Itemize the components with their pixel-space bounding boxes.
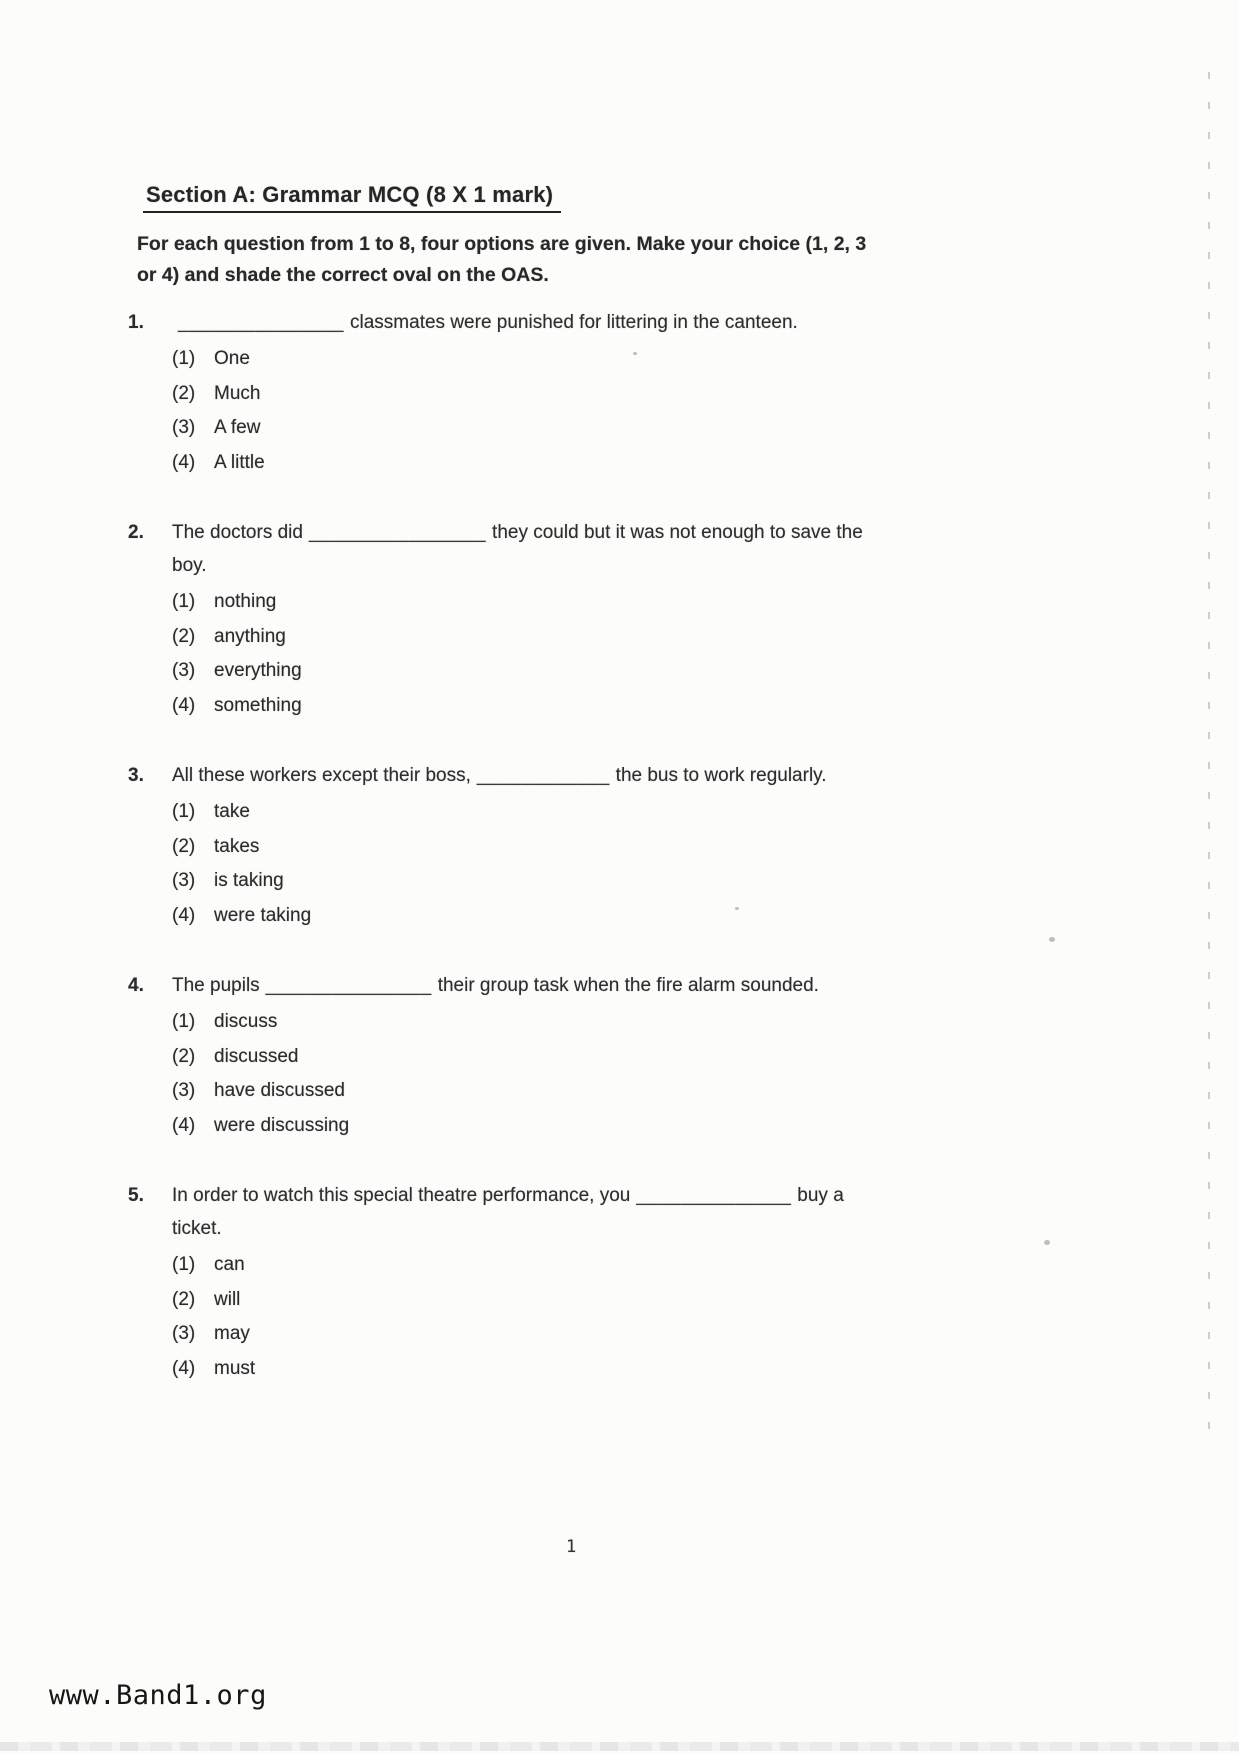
question-text bbox=[172, 306, 888, 339]
question-text-after-blank: they could but it was not enough to save the boy. bbox=[172, 522, 863, 576]
question-text bbox=[172, 516, 888, 582]
option-label: will bbox=[214, 1288, 241, 1310]
option bbox=[172, 1283, 888, 1318]
option-number: (2) bbox=[172, 382, 196, 404]
option bbox=[172, 899, 888, 934]
question-text-after-blank: buy a ticket. bbox=[172, 1185, 844, 1239]
option-label: may bbox=[214, 1323, 250, 1344]
option bbox=[172, 1248, 888, 1283]
option-number: (1) bbox=[172, 348, 196, 369]
option-label: were taking bbox=[214, 904, 312, 926]
question bbox=[128, 306, 918, 480]
question-text bbox=[172, 759, 888, 792]
option-number: (2) bbox=[172, 1288, 196, 1310]
answer-blank: ________________ bbox=[308, 522, 487, 543]
option-number: (1) bbox=[172, 801, 196, 822]
question bbox=[128, 516, 918, 723]
page-content bbox=[128, 182, 918, 1422]
question-text bbox=[172, 969, 888, 1002]
footer-watermark-url: www.Band1.org bbox=[49, 1680, 267, 1711]
option-number: (4) bbox=[172, 694, 196, 716]
questions-list bbox=[128, 306, 918, 1386]
scan-artifact-speck bbox=[1044, 1240, 1050, 1245]
scan-artifact-speck bbox=[1049, 937, 1055, 942]
question-text-after-blank: classmates were punished for littering in the canteen. bbox=[350, 312, 798, 333]
option-number: (2) bbox=[172, 835, 196, 857]
option-number: (3) bbox=[172, 660, 196, 681]
question-number: 4. bbox=[128, 975, 144, 996]
answer-blank: _______________ bbox=[178, 312, 345, 333]
option-label: takes bbox=[214, 835, 260, 857]
options-list bbox=[172, 1248, 888, 1386]
scan-artifact-speck bbox=[735, 907, 739, 910]
question-text bbox=[172, 1179, 888, 1245]
answer-blank: ______________ bbox=[636, 1185, 792, 1206]
question bbox=[128, 969, 918, 1143]
option-label: take bbox=[214, 801, 250, 822]
option bbox=[172, 830, 888, 865]
option bbox=[172, 689, 888, 724]
instructions bbox=[137, 229, 918, 291]
options-list bbox=[172, 1005, 888, 1143]
option-label: One bbox=[214, 348, 250, 369]
option bbox=[172, 1109, 888, 1144]
options-list bbox=[172, 342, 888, 480]
option bbox=[172, 1074, 888, 1109]
option-label: discuss bbox=[214, 1011, 278, 1032]
option-number: (4) bbox=[172, 1114, 196, 1136]
option-label: nothing bbox=[214, 591, 277, 612]
option bbox=[172, 585, 888, 620]
option bbox=[172, 1317, 888, 1352]
option bbox=[172, 342, 888, 377]
option-number: (3) bbox=[172, 870, 196, 891]
question-text-before-blank: The pupils bbox=[172, 975, 260, 996]
question-number: 1. bbox=[128, 312, 144, 333]
option-label: is taking bbox=[214, 870, 284, 891]
option bbox=[172, 620, 888, 655]
section-heading: Section A: Grammar MCQ (8 X 1 mark) bbox=[143, 182, 561, 213]
option-label: A few bbox=[214, 417, 261, 438]
option bbox=[172, 1040, 888, 1075]
option-label: something bbox=[214, 694, 302, 716]
instructions-line-1: For each question from 1 to 8, four options are given. Make your choice (1, 2, 3 bbox=[137, 233, 867, 255]
scan-artifact-bottom-strip bbox=[0, 1742, 1239, 1751]
question-text-after-blank: the bus to work regularly. bbox=[615, 765, 827, 786]
option-label: were discussing bbox=[214, 1114, 350, 1136]
option-number: (2) bbox=[172, 1045, 196, 1067]
option bbox=[172, 446, 888, 481]
scan-artifact-edge-dashes bbox=[1208, 72, 1210, 1452]
question-text-before-blank: All these workers except their boss, bbox=[172, 765, 471, 786]
option bbox=[172, 654, 888, 689]
option-label: Much bbox=[214, 382, 261, 404]
option-number: (1) bbox=[172, 1254, 196, 1275]
option-number: (3) bbox=[172, 417, 196, 438]
option-number: (4) bbox=[172, 1357, 196, 1379]
option-label: everything bbox=[214, 660, 302, 681]
option bbox=[172, 1352, 888, 1387]
question-text-before-blank: The doctors did bbox=[172, 522, 303, 543]
answer-blank: _______________ bbox=[265, 975, 432, 996]
question-number: 3. bbox=[128, 765, 144, 786]
option-label: anything bbox=[214, 625, 286, 647]
question-number: 2. bbox=[128, 522, 144, 543]
option-number: (3) bbox=[172, 1080, 196, 1101]
question-text-before-blank: In order to watch this special theatre performance, you bbox=[172, 1185, 631, 1206]
option-label: discussed bbox=[214, 1045, 299, 1067]
option bbox=[172, 864, 888, 899]
option-number: (1) bbox=[172, 591, 196, 612]
option bbox=[172, 795, 888, 830]
option bbox=[172, 1005, 888, 1040]
option bbox=[172, 377, 888, 412]
option-label: A little bbox=[214, 451, 265, 473]
option-label: can bbox=[214, 1254, 245, 1275]
question bbox=[128, 759, 918, 933]
option-label: have discussed bbox=[214, 1080, 345, 1101]
options-list bbox=[172, 795, 888, 933]
question-text-after-blank: their group task when the fire alarm sounded. bbox=[437, 975, 819, 996]
option-number: (4) bbox=[172, 904, 196, 926]
question-number: 5. bbox=[128, 1185, 144, 1206]
options-list bbox=[172, 585, 888, 723]
option-number: (1) bbox=[172, 1011, 196, 1032]
question bbox=[128, 1179, 918, 1386]
page-number: 1 bbox=[566, 1537, 577, 1557]
scan-artifact-speck bbox=[633, 352, 637, 355]
instructions-line-2: or 4) and shade the correct oval on the OAS. bbox=[137, 264, 549, 286]
answer-blank: ____________ bbox=[476, 765, 610, 786]
option-number: (4) bbox=[172, 451, 196, 473]
option bbox=[172, 411, 888, 446]
option-label: must bbox=[214, 1357, 256, 1379]
option-number: (2) bbox=[172, 625, 196, 647]
option-number: (3) bbox=[172, 1323, 196, 1344]
